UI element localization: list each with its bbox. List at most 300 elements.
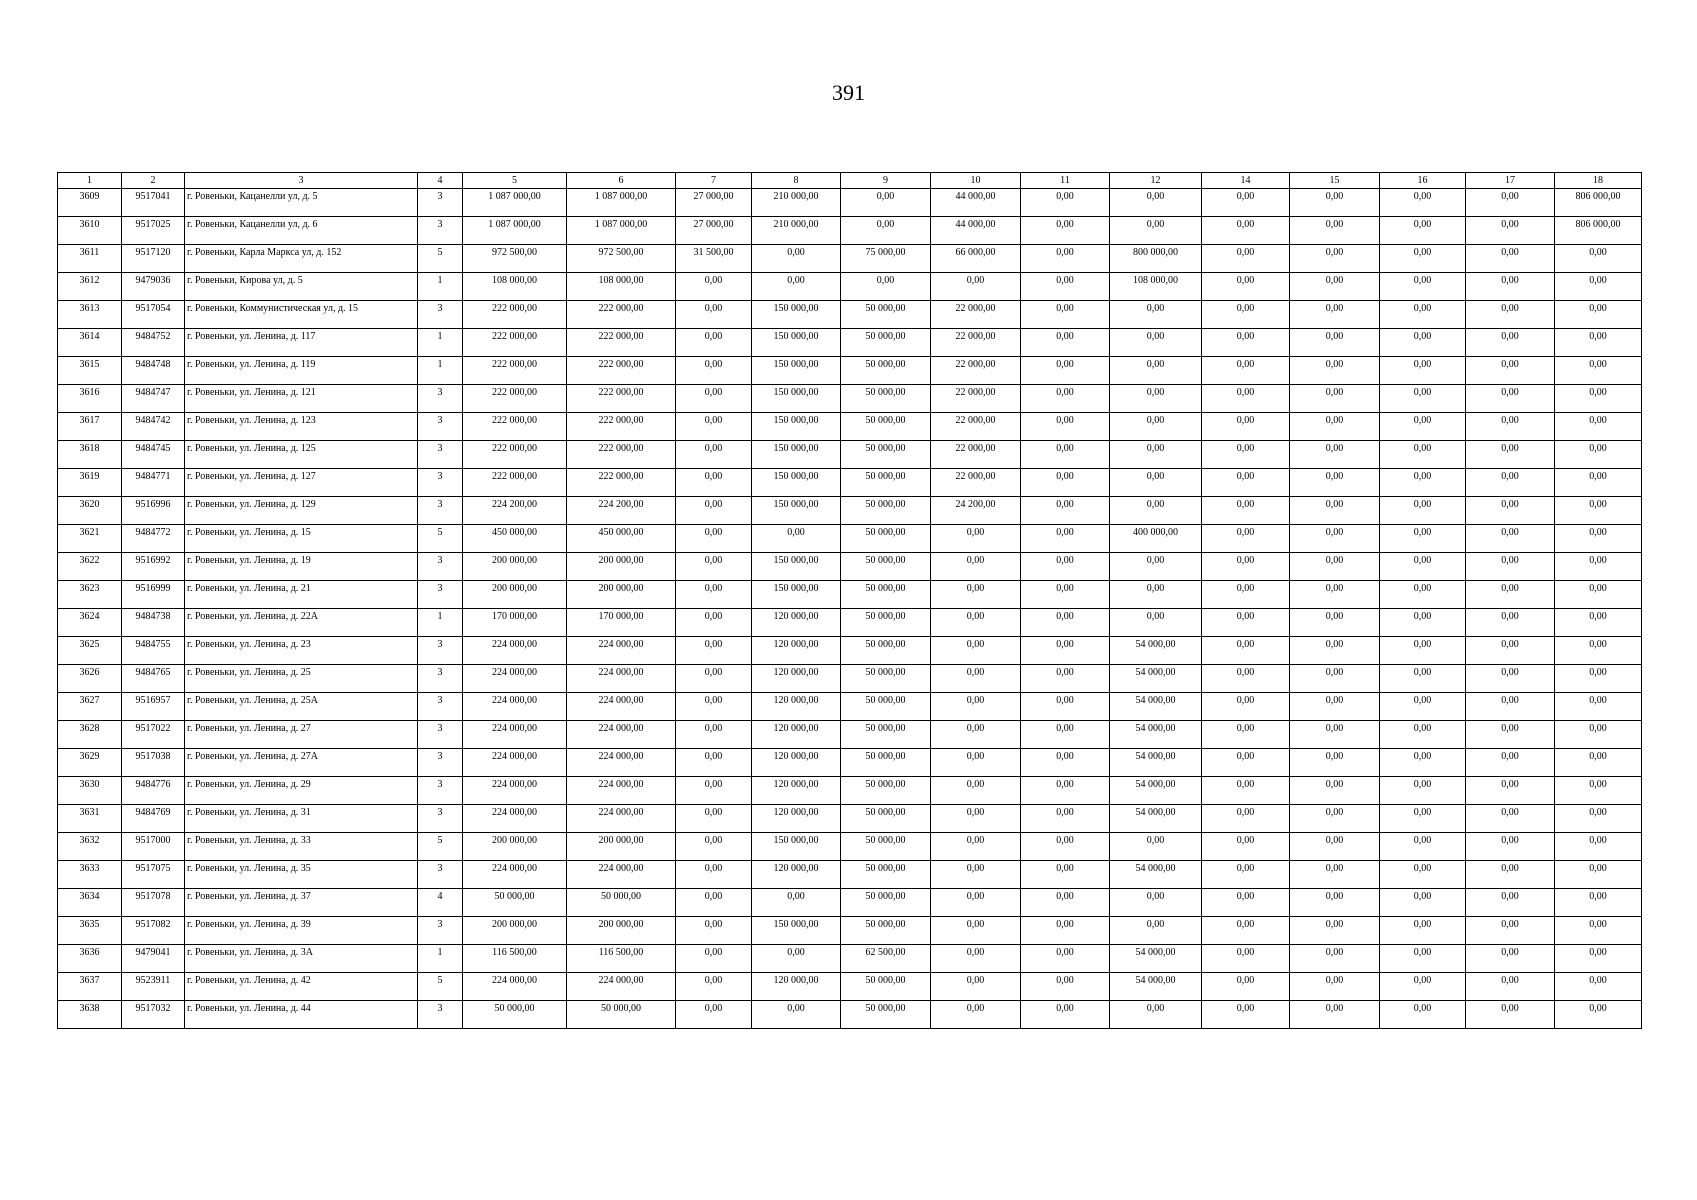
table-cell: 0,00 bbox=[1021, 945, 1110, 973]
table-cell: 50 000,00 bbox=[841, 665, 931, 693]
table-cell: 0,00 bbox=[1021, 693, 1110, 721]
table-cell: 120 000,00 bbox=[752, 973, 841, 1001]
table-row bbox=[58, 777, 1642, 805]
table-cell: 0,00 bbox=[1202, 553, 1290, 581]
table-cell: 0,00 bbox=[931, 553, 1021, 581]
table-cell: 224 000,00 bbox=[463, 665, 567, 693]
table-cell: 5 bbox=[418, 525, 463, 553]
table-cell: 9516992 bbox=[122, 553, 185, 581]
table-cell: 0,00 bbox=[676, 385, 752, 413]
table-cell: 0,00 bbox=[931, 693, 1021, 721]
table-cell: 0,00 bbox=[1021, 273, 1110, 301]
table-cell: 0,00 bbox=[1290, 609, 1380, 637]
table-cell: 9484738 bbox=[122, 609, 185, 637]
table-cell: 3 bbox=[418, 721, 463, 749]
table-cell: 1 bbox=[418, 357, 463, 385]
table-cell: 50 000,00 bbox=[567, 889, 676, 917]
table-cell: 0,00 bbox=[1555, 469, 1642, 497]
table-cell: 0,00 bbox=[1380, 665, 1466, 693]
table-cell: 0,00 bbox=[1290, 749, 1380, 777]
column-header: 6 bbox=[567, 173, 676, 189]
address-cell: г. Ровеньки, ул. Ленина, д. 35 bbox=[185, 861, 418, 889]
table-cell: 0,00 bbox=[1555, 777, 1642, 805]
table-cell: 54 000,00 bbox=[1110, 777, 1202, 805]
table-cell: 3613 bbox=[58, 301, 122, 329]
table-cell: 50 000,00 bbox=[841, 413, 931, 441]
table-cell: 0,00 bbox=[752, 525, 841, 553]
table-cell: 0,00 bbox=[1110, 357, 1202, 385]
table-cell: 120 000,00 bbox=[752, 861, 841, 889]
table-cell: 0,00 bbox=[1021, 637, 1110, 665]
table-cell: 44 000,00 bbox=[931, 217, 1021, 245]
table-cell: 200 000,00 bbox=[463, 917, 567, 945]
table-cell: 5 bbox=[418, 245, 463, 273]
table-cell: 0,00 bbox=[1555, 637, 1642, 665]
table-cell: 66 000,00 bbox=[931, 245, 1021, 273]
table-cell: 0,00 bbox=[676, 693, 752, 721]
table-cell: 222 000,00 bbox=[567, 441, 676, 469]
table-cell: 0,00 bbox=[752, 245, 841, 273]
table-cell: 0,00 bbox=[1466, 945, 1555, 973]
table-cell: 224 000,00 bbox=[463, 721, 567, 749]
table-cell: 0,00 bbox=[931, 973, 1021, 1001]
table-cell: 3629 bbox=[58, 749, 122, 777]
table-cell: 0,00 bbox=[1021, 1001, 1110, 1029]
table-cell: 50 000,00 bbox=[841, 609, 931, 637]
table-cell: 3628 bbox=[58, 721, 122, 749]
table-cell: 200 000,00 bbox=[567, 833, 676, 861]
table-cell: 9517082 bbox=[122, 917, 185, 945]
table-cell: 120 000,00 bbox=[752, 637, 841, 665]
table-cell: 0,00 bbox=[676, 861, 752, 889]
table-cell: 224 000,00 bbox=[567, 749, 676, 777]
column-header: 17 bbox=[1466, 173, 1555, 189]
table-cell: 224 000,00 bbox=[463, 693, 567, 721]
table-cell: 3627 bbox=[58, 693, 122, 721]
table-cell: 0,00 bbox=[676, 581, 752, 609]
table-cell: 0,00 bbox=[1466, 749, 1555, 777]
table-cell: 450 000,00 bbox=[463, 525, 567, 553]
table-cell: 0,00 bbox=[1380, 917, 1466, 945]
table-cell: 0,00 bbox=[676, 1001, 752, 1029]
table-cell: 3 bbox=[418, 497, 463, 525]
table-cell: 0,00 bbox=[1290, 385, 1380, 413]
table-cell: 3 bbox=[418, 665, 463, 693]
table-cell: 50 000,00 bbox=[841, 581, 931, 609]
table-row bbox=[58, 721, 1642, 749]
table-row bbox=[58, 609, 1642, 637]
table-cell: 3638 bbox=[58, 1001, 122, 1029]
table-cell: 9484755 bbox=[122, 637, 185, 665]
table-cell: 3633 bbox=[58, 861, 122, 889]
table-cell: 50 000,00 bbox=[841, 917, 931, 945]
table-cell: 3623 bbox=[58, 581, 122, 609]
table-cell: 0,00 bbox=[1202, 217, 1290, 245]
table-cell: 0,00 bbox=[752, 273, 841, 301]
table-cell: 0,00 bbox=[1290, 693, 1380, 721]
table-cell: 224 000,00 bbox=[567, 637, 676, 665]
table-cell: 9517075 bbox=[122, 861, 185, 889]
table-cell: 0,00 bbox=[1466, 889, 1555, 917]
table-cell: 0,00 bbox=[1202, 721, 1290, 749]
table-cell: 54 000,00 bbox=[1110, 805, 1202, 833]
table-cell: 0,00 bbox=[1466, 721, 1555, 749]
table-cell: 0,00 bbox=[676, 413, 752, 441]
table-cell: 54 000,00 bbox=[1110, 665, 1202, 693]
column-header: 7 bbox=[676, 173, 752, 189]
table-cell: 0,00 bbox=[1110, 497, 1202, 525]
table-cell: 0,00 bbox=[676, 441, 752, 469]
table-cell: 54 000,00 bbox=[1110, 637, 1202, 665]
table-cell: 0,00 bbox=[931, 777, 1021, 805]
table-cell: 0,00 bbox=[1290, 469, 1380, 497]
table-cell: 0,00 bbox=[1110, 413, 1202, 441]
table-cell: 3 bbox=[418, 301, 463, 329]
table-cell: 50 000,00 bbox=[567, 1001, 676, 1029]
table-cell: 9517038 bbox=[122, 749, 185, 777]
table-cell: 200 000,00 bbox=[463, 833, 567, 861]
table-cell: 224 000,00 bbox=[463, 749, 567, 777]
table-cell: 222 000,00 bbox=[463, 441, 567, 469]
table-cell: 0,00 bbox=[931, 609, 1021, 637]
table-cell: 9523911 bbox=[122, 973, 185, 1001]
table-cell: 9484745 bbox=[122, 441, 185, 469]
table-cell: 0,00 bbox=[1021, 301, 1110, 329]
table-cell: 54 000,00 bbox=[1110, 973, 1202, 1001]
address-cell: г. Ровеньки, ул. Ленина, д. 117 bbox=[185, 329, 418, 357]
table-cell: 0,00 bbox=[1290, 973, 1380, 1001]
column-header: 14 bbox=[1202, 173, 1290, 189]
table-cell: 0,00 bbox=[1380, 553, 1466, 581]
address-cell: г. Ровеньки, Кацанелли ул, д. 6 bbox=[185, 217, 418, 245]
table-cell: 3632 bbox=[58, 833, 122, 861]
table-cell: 224 000,00 bbox=[567, 805, 676, 833]
table-body bbox=[58, 189, 1642, 1029]
table-cell: 3630 bbox=[58, 777, 122, 805]
table-cell: 3610 bbox=[58, 217, 122, 245]
table-cell: 150 000,00 bbox=[752, 441, 841, 469]
registry-table bbox=[57, 172, 1642, 1029]
table-cell: 1 087 000,00 bbox=[567, 189, 676, 217]
table-cell: 50 000,00 bbox=[841, 441, 931, 469]
table-cell: 0,00 bbox=[1202, 357, 1290, 385]
table-cell: 0,00 bbox=[931, 637, 1021, 665]
table-cell: 0,00 bbox=[1555, 721, 1642, 749]
table-cell: 0,00 bbox=[1202, 805, 1290, 833]
table-cell: 150 000,00 bbox=[752, 413, 841, 441]
column-header: 8 bbox=[752, 173, 841, 189]
table-cell: 3631 bbox=[58, 805, 122, 833]
table-cell: 0,00 bbox=[1110, 833, 1202, 861]
table-cell: 0,00 bbox=[676, 329, 752, 357]
table-cell: 224 000,00 bbox=[463, 777, 567, 805]
column-header: 12 bbox=[1110, 173, 1202, 189]
table-cell: 0,00 bbox=[1466, 413, 1555, 441]
table-cell: 0,00 bbox=[1380, 525, 1466, 553]
table-cell: 0,00 bbox=[1290, 721, 1380, 749]
address-cell: г. Ровеньки, ул. Ленина, д. 29 bbox=[185, 777, 418, 805]
address-cell: г. Ровеньки, ул. Ленина, д. 27 bbox=[185, 721, 418, 749]
table-cell: 0,00 bbox=[1110, 469, 1202, 497]
table-cell: 0,00 bbox=[1466, 469, 1555, 497]
table-cell: 400 000,00 bbox=[1110, 525, 1202, 553]
table-cell: 50 000,00 bbox=[841, 525, 931, 553]
table-cell: 9517000 bbox=[122, 833, 185, 861]
table-cell: 222 000,00 bbox=[463, 469, 567, 497]
table-cell: 224 000,00 bbox=[567, 693, 676, 721]
table-cell: 0,00 bbox=[1555, 413, 1642, 441]
table-cell: 50 000,00 bbox=[841, 1001, 931, 1029]
table-cell: 224 200,00 bbox=[567, 497, 676, 525]
table-cell: 9516996 bbox=[122, 497, 185, 525]
table-cell: 0,00 bbox=[1555, 749, 1642, 777]
table-cell: 150 000,00 bbox=[752, 385, 841, 413]
table-cell: 0,00 bbox=[1555, 581, 1642, 609]
table-cell: 150 000,00 bbox=[752, 329, 841, 357]
table-cell: 3637 bbox=[58, 973, 122, 1001]
table-cell: 24 200,00 bbox=[931, 497, 1021, 525]
table-cell: 22 000,00 bbox=[931, 329, 1021, 357]
table-cell: 0,00 bbox=[1110, 581, 1202, 609]
table-cell: 0,00 bbox=[931, 721, 1021, 749]
table-cell: 0,00 bbox=[1466, 777, 1555, 805]
table-row bbox=[58, 441, 1642, 469]
table-cell: 3622 bbox=[58, 553, 122, 581]
column-header: 10 bbox=[931, 173, 1021, 189]
table-cell: 0,00 bbox=[676, 273, 752, 301]
table-cell: 224 000,00 bbox=[463, 861, 567, 889]
table-cell: 9517054 bbox=[122, 301, 185, 329]
table-cell: 9484765 bbox=[122, 665, 185, 693]
table-cell: 0,00 bbox=[1202, 441, 1290, 469]
address-cell: г. Ровеньки, Кацанелли ул, д. 5 bbox=[185, 189, 418, 217]
table-cell: 0,00 bbox=[1380, 1001, 1466, 1029]
table-cell: 0,00 bbox=[1466, 973, 1555, 1001]
table-cell: 0,00 bbox=[1380, 637, 1466, 665]
table-cell: 120 000,00 bbox=[752, 665, 841, 693]
table-cell: 0,00 bbox=[1021, 665, 1110, 693]
table-cell: 5 bbox=[418, 833, 463, 861]
table-cell: 0,00 bbox=[1380, 301, 1466, 329]
table-cell: 50 000,00 bbox=[463, 889, 567, 917]
table-cell: 0,00 bbox=[752, 1001, 841, 1029]
table-row bbox=[58, 973, 1642, 1001]
header-row bbox=[58, 173, 1642, 189]
table-cell: 9484742 bbox=[122, 413, 185, 441]
table-cell: 50 000,00 bbox=[841, 721, 931, 749]
table-cell: 0,00 bbox=[1466, 553, 1555, 581]
table-cell: 0,00 bbox=[1555, 945, 1642, 973]
table-cell: 0,00 bbox=[1202, 777, 1290, 805]
table-cell: 0,00 bbox=[1466, 665, 1555, 693]
table-cell: 170 000,00 bbox=[463, 609, 567, 637]
table-cell: 0,00 bbox=[1380, 861, 1466, 889]
table-cell: 0,00 bbox=[1021, 805, 1110, 833]
table-cell: 150 000,00 bbox=[752, 833, 841, 861]
table-cell: 44 000,00 bbox=[931, 189, 1021, 217]
table-cell: 150 000,00 bbox=[752, 581, 841, 609]
table-cell: 0,00 bbox=[1555, 889, 1642, 917]
address-cell: г. Ровеньки, ул. Ленина, д. 125 bbox=[185, 441, 418, 469]
table-cell: 3615 bbox=[58, 357, 122, 385]
table-cell: 0,00 bbox=[1466, 357, 1555, 385]
table-cell: 0,00 bbox=[1466, 441, 1555, 469]
table-row bbox=[58, 749, 1642, 777]
table-cell: 224 000,00 bbox=[567, 777, 676, 805]
table-cell: 0,00 bbox=[1290, 413, 1380, 441]
table-cell: 0,00 bbox=[1021, 609, 1110, 637]
table-cell: 0,00 bbox=[1466, 217, 1555, 245]
table-cell: 0,00 bbox=[1290, 217, 1380, 245]
table-cell: 9484748 bbox=[122, 357, 185, 385]
table-cell: 0,00 bbox=[1202, 329, 1290, 357]
table-cell: 22 000,00 bbox=[931, 441, 1021, 469]
table-cell: 0,00 bbox=[1202, 581, 1290, 609]
table-cell: 0,00 bbox=[1021, 497, 1110, 525]
table-cell: 0,00 bbox=[1290, 665, 1380, 693]
table-cell: 54 000,00 bbox=[1110, 749, 1202, 777]
table-cell: 3 bbox=[418, 385, 463, 413]
table-cell: 120 000,00 bbox=[752, 609, 841, 637]
table-cell: 9516999 bbox=[122, 581, 185, 609]
table-cell: 0,00 bbox=[1380, 749, 1466, 777]
table-cell: 0,00 bbox=[1466, 189, 1555, 217]
table-cell: 0,00 bbox=[1202, 889, 1290, 917]
table-cell: 0,00 bbox=[1466, 693, 1555, 721]
table-cell: 224 000,00 bbox=[463, 973, 567, 1001]
table-cell: 0,00 bbox=[752, 945, 841, 973]
table-cell: 3617 bbox=[58, 413, 122, 441]
table-cell: 0,00 bbox=[1290, 189, 1380, 217]
table-cell: 0,00 bbox=[1555, 609, 1642, 637]
table-cell: 0,00 bbox=[676, 917, 752, 945]
table-cell: 0,00 bbox=[931, 805, 1021, 833]
table-cell: 0,00 bbox=[1202, 497, 1290, 525]
table-cell: 0,00 bbox=[676, 749, 752, 777]
table-row bbox=[58, 1001, 1642, 1029]
address-cell: г. Ровеньки, ул. Ленина, д. 42 bbox=[185, 973, 418, 1001]
table-cell: 3616 bbox=[58, 385, 122, 413]
table-cell: 0,00 bbox=[1021, 525, 1110, 553]
table-cell: 0,00 bbox=[1380, 357, 1466, 385]
table-cell: 210 000,00 bbox=[752, 189, 841, 217]
table-cell: 0,00 bbox=[841, 217, 931, 245]
table-cell: 3 bbox=[418, 861, 463, 889]
table-cell: 0,00 bbox=[1110, 609, 1202, 637]
table-cell: 3 bbox=[418, 441, 463, 469]
table-row bbox=[58, 861, 1642, 889]
table-cell: 116 500,00 bbox=[567, 945, 676, 973]
table-cell: 62 500,00 bbox=[841, 945, 931, 973]
column-header: 3 bbox=[185, 173, 418, 189]
table-cell: 0,00 bbox=[1021, 973, 1110, 1001]
table-cell: 224 000,00 bbox=[463, 637, 567, 665]
table-cell: 800 000,00 bbox=[1110, 245, 1202, 273]
table-cell: 0,00 bbox=[1202, 413, 1290, 441]
table-cell: 9484752 bbox=[122, 329, 185, 357]
table-cell: 224 000,00 bbox=[567, 721, 676, 749]
table-cell: 150 000,00 bbox=[752, 497, 841, 525]
table-cell: 150 000,00 bbox=[752, 553, 841, 581]
table-row bbox=[58, 833, 1642, 861]
table-cell: 0,00 bbox=[1555, 693, 1642, 721]
table-cell: 0,00 bbox=[1555, 525, 1642, 553]
table-cell: 0,00 bbox=[1380, 945, 1466, 973]
table-cell: 0,00 bbox=[1202, 833, 1290, 861]
table-cell: 9517025 bbox=[122, 217, 185, 245]
table-cell: 0,00 bbox=[1290, 805, 1380, 833]
table-cell: 222 000,00 bbox=[463, 329, 567, 357]
table-cell: 0,00 bbox=[1202, 301, 1290, 329]
table-cell: 222 000,00 bbox=[567, 385, 676, 413]
table-cell: 0,00 bbox=[1021, 385, 1110, 413]
table-cell: 0,00 bbox=[1555, 861, 1642, 889]
table-cell: 0,00 bbox=[1290, 497, 1380, 525]
address-cell: г. Ровеньки, ул. Ленина, д. 121 bbox=[185, 385, 418, 413]
table-cell: 0,00 bbox=[1021, 721, 1110, 749]
table-row bbox=[58, 329, 1642, 357]
table-cell: 3614 bbox=[58, 329, 122, 357]
address-cell: г. Ровеньки, ул. Ленина, д. 15 bbox=[185, 525, 418, 553]
table-cell: 3619 bbox=[58, 469, 122, 497]
table-cell: 1 bbox=[418, 329, 463, 357]
table-cell: 0,00 bbox=[1110, 217, 1202, 245]
table-cell: 0,00 bbox=[1202, 385, 1290, 413]
table-cell: 0,00 bbox=[1380, 273, 1466, 301]
table-cell: 0,00 bbox=[1202, 189, 1290, 217]
table-cell: 0,00 bbox=[1021, 357, 1110, 385]
table-cell: 0,00 bbox=[1466, 917, 1555, 945]
table-cell: 222 000,00 bbox=[463, 301, 567, 329]
table-cell: 0,00 bbox=[1555, 833, 1642, 861]
table-cell: 222 000,00 bbox=[567, 357, 676, 385]
table-cell: 0,00 bbox=[676, 637, 752, 665]
table-cell: 0,00 bbox=[1380, 777, 1466, 805]
table-cell: 0,00 bbox=[1202, 973, 1290, 1001]
table-cell: 0,00 bbox=[1380, 497, 1466, 525]
table-cell: 1 bbox=[418, 609, 463, 637]
table-cell: 54 000,00 bbox=[1110, 693, 1202, 721]
table-cell: 0,00 bbox=[1555, 273, 1642, 301]
table-cell: 3624 bbox=[58, 609, 122, 637]
table-cell: 0,00 bbox=[1466, 833, 1555, 861]
table-cell: 0,00 bbox=[1290, 329, 1380, 357]
table-cell: 50 000,00 bbox=[841, 973, 931, 1001]
table-cell: 1 087 000,00 bbox=[463, 217, 567, 245]
table-cell: 3 bbox=[418, 749, 463, 777]
table-cell: 0,00 bbox=[1290, 273, 1380, 301]
table-cell: 0,00 bbox=[931, 889, 1021, 917]
table-cell: 9517120 bbox=[122, 245, 185, 273]
table-cell: 0,00 bbox=[1021, 413, 1110, 441]
table-cell: 9484769 bbox=[122, 805, 185, 833]
table-cell: 224 000,00 bbox=[567, 973, 676, 1001]
table-cell: 0,00 bbox=[1466, 581, 1555, 609]
table-cell: 0,00 bbox=[1380, 609, 1466, 637]
column-header: 11 bbox=[1021, 173, 1110, 189]
table-cell: 0,00 bbox=[676, 497, 752, 525]
table-cell: 0,00 bbox=[1202, 469, 1290, 497]
table-cell: 50 000,00 bbox=[841, 469, 931, 497]
table-cell: 9484771 bbox=[122, 469, 185, 497]
table-cell: 4 bbox=[418, 889, 463, 917]
table-cell: 224 000,00 bbox=[463, 805, 567, 833]
table-cell: 0,00 bbox=[1110, 441, 1202, 469]
table-cell: 0,00 bbox=[676, 945, 752, 973]
table-cell: 0,00 bbox=[1466, 385, 1555, 413]
table-cell: 0,00 bbox=[1380, 245, 1466, 273]
table-cell: 806 000,00 bbox=[1555, 217, 1642, 245]
